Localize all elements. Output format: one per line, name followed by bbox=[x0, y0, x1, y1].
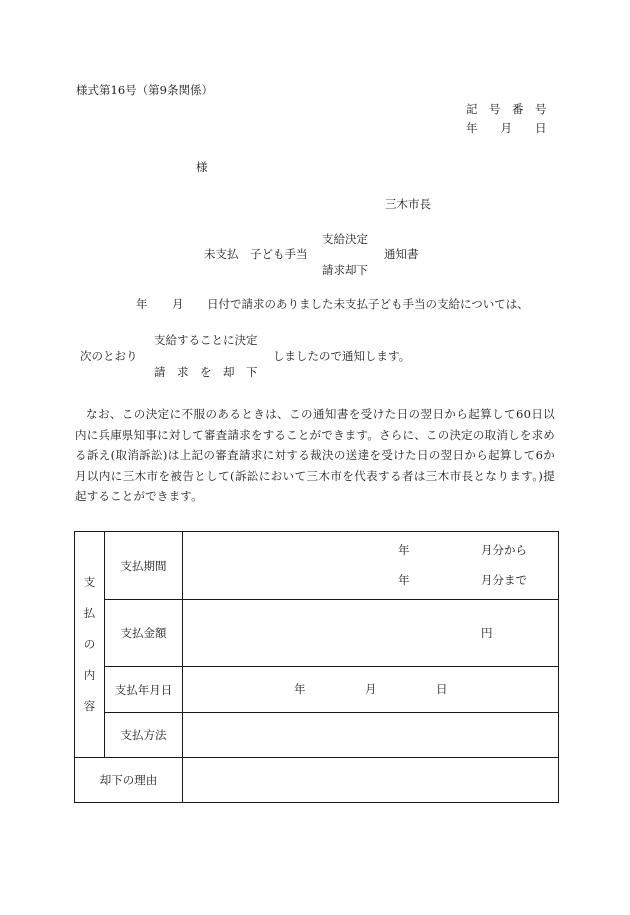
intro-year: 年 bbox=[136, 297, 148, 311]
form-number: 様式第16号（第9条関係） bbox=[76, 83, 213, 97]
reference-date: 年 月 日 bbox=[466, 121, 547, 135]
title-left: 未支払 子ども手当 bbox=[204, 247, 308, 261]
payment-date-field[interactable]: 年 月 日 bbox=[183, 667, 559, 713]
payment-period-field[interactable]: 年 月分から 年 月分まで bbox=[183, 532, 559, 600]
payment-method-field[interactable] bbox=[183, 713, 559, 758]
payment-table bbox=[74, 531, 559, 803]
payment-amount-label: 支払金額 bbox=[105, 600, 183, 667]
title-option-upper: 支給決定 bbox=[322, 232, 368, 246]
title-option-lower: 請求却下 bbox=[322, 263, 368, 277]
addressee-suffix: 様 bbox=[196, 160, 208, 174]
intro-text: 日付で請求のありました未支払子ども手当の支給については、 bbox=[207, 297, 529, 311]
payment-method-label: 支払方法 bbox=[105, 713, 183, 758]
rejection-reason-field[interactable] bbox=[183, 758, 559, 803]
payment-details-label: 支 払 の 内 容 bbox=[75, 532, 105, 758]
intro-month: 月 bbox=[172, 297, 184, 311]
decision-option-grant: 支給することに決定 bbox=[154, 333, 258, 347]
decision-option-reject: 請 求 を 却 下 bbox=[154, 365, 258, 379]
decision-lead: 次のとおり bbox=[80, 349, 138, 363]
sender-name: 三木市長 bbox=[385, 197, 431, 211]
payment-period-label: 支払期間 bbox=[105, 532, 183, 600]
appeal-notice: なお、この決定に不服のあるときは、この通知書を受けた日の翌日から起算して60日以内に兵庫県知事に対して審査請求をすることができます。さらに、この決定の取消しを求める訴え(取消訴訟)は上記の審査請求に対する裁決の送達を受けた日の翌日から起算して6か月以内に三木市を被告として(訴訟において三木市を代表する者は三木市長となります。)提起することができます。 bbox=[75, 407, 555, 503]
payment-date-label: 支払年月日 bbox=[105, 667, 183, 713]
reference-number: 記 号 番 号 bbox=[466, 102, 547, 116]
decision-tail: しましたので通知します。 bbox=[273, 349, 411, 363]
payment-amount-field[interactable]: 円 bbox=[183, 600, 559, 667]
rejection-reason-label: 却下の理由 bbox=[75, 758, 183, 803]
title-right: 通知書 bbox=[384, 247, 419, 261]
